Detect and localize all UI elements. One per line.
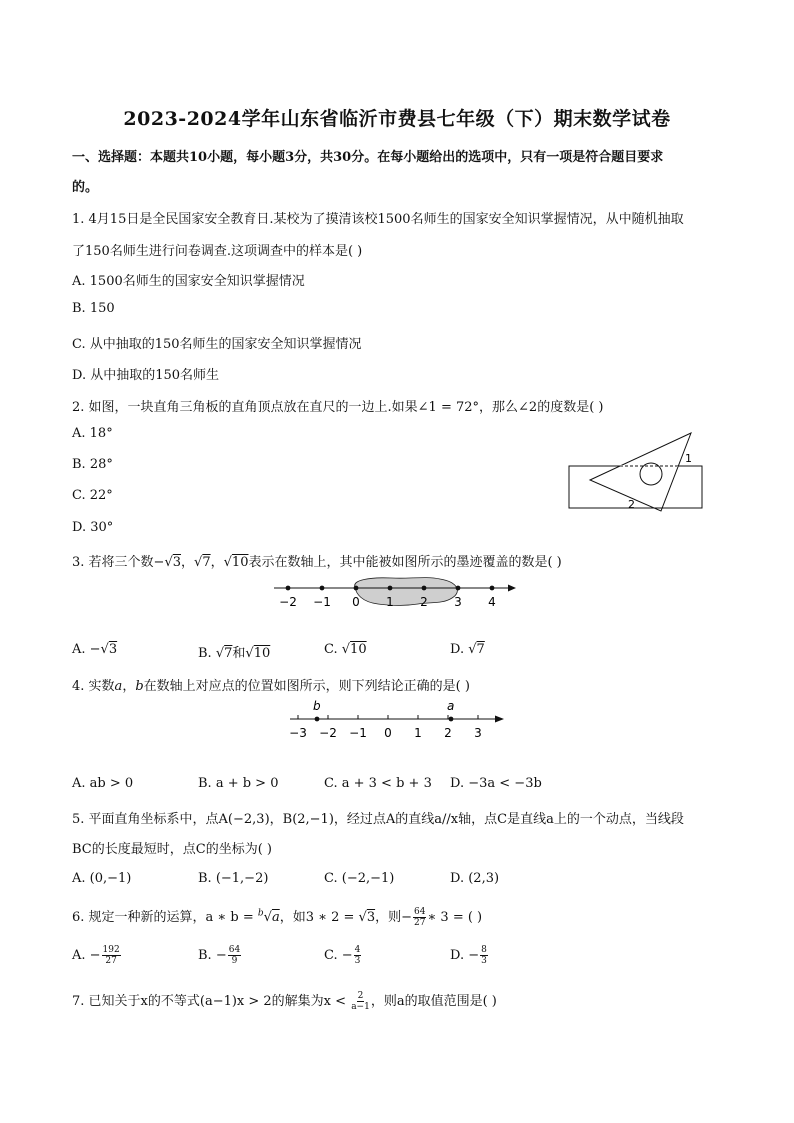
- q3-options: [72, 642, 576, 661]
- q2-option-b: B. 28°: [72, 457, 113, 472]
- sqrt-sign: √: [194, 555, 203, 570]
- q5-option-b: B. (−1,−2): [198, 871, 269, 886]
- tick-label: 3: [454, 595, 462, 609]
- tick-point: [286, 586, 291, 591]
- tick-label: −2: [319, 726, 337, 740]
- q3-option-a: A. −√3: [72, 642, 118, 657]
- tick-label: 2: [444, 726, 452, 740]
- section-heading-line2: 的。: [72, 180, 99, 195]
- tick-label: 1: [386, 595, 394, 609]
- tick-point: [388, 586, 393, 591]
- q1-option-a: A. 1500名师生的国家安全知识掌握情况: [72, 274, 305, 289]
- q1-option-d: D. 从中抽取的150名师生: [72, 368, 220, 383]
- fraction: $\frac{2}{a-1}$: [351, 991, 370, 1012]
- q2-stem: 2. 如图，一块直角三角板的直角顶点放在直尺的一边上.如果∠1 = 72°，那么∠2的度数是( ): [72, 400, 604, 415]
- tick-label: 2: [420, 595, 428, 609]
- q3-stem: 3. 若将三个数−√3，√7，√10表示在数轴上，其中能被如图所示的墨迹覆盖的数是( ): [72, 555, 562, 570]
- q6-option-d: D. − $\frac{8}{3}$: [450, 945, 487, 966]
- q6-option-a: A. − $\frac{192}{27}$: [72, 945, 120, 966]
- tick-point: [354, 586, 359, 591]
- q4-options: [72, 776, 576, 791]
- angle-1-label: 1: [685, 452, 692, 465]
- q5-stem-line1: 5. 平面直角坐标系中，点A(−2,3)，B(2,−1)，经过点A的直线a//x轴，点C是直线a上的一个动点，当线段: [72, 812, 684, 827]
- tick-label: 1: [414, 726, 422, 740]
- q4-number-line: [284, 698, 510, 744]
- q2-option-c: C. 22°: [72, 488, 113, 503]
- q3-option-d: D. √7: [450, 642, 485, 657]
- q3-number-line: [268, 574, 520, 618]
- point-a: [449, 717, 454, 722]
- tick-label: −3: [289, 726, 307, 740]
- q4-option-b: B. a + b > 0: [198, 776, 279, 791]
- tick-point: [320, 586, 325, 591]
- tick-point: [422, 586, 427, 591]
- point-b: [315, 717, 320, 722]
- tick-label: 4: [488, 595, 496, 609]
- section-heading-line1: 一、选择题：本题共10小题，每小题3分，共30分。在每小题给出的选项中，只有一项是符合题目要求: [72, 150, 664, 165]
- ruler: [569, 466, 702, 508]
- tick-label: −2: [279, 595, 297, 609]
- angle-2-label: 2: [628, 498, 635, 511]
- q5-options: [72, 871, 576, 886]
- q6-option-c: C. − $\frac{4}{3}$: [324, 945, 361, 966]
- point-a-label: a: [447, 699, 455, 713]
- q2-option-d: D. 30°: [72, 520, 114, 535]
- axis-arrow: [508, 585, 516, 592]
- q5-stem-line2: BC的长度最短时，点C的坐标为( ): [72, 842, 272, 857]
- sqrt-sign: √: [223, 555, 232, 570]
- q6-options: [72, 945, 576, 966]
- point-b-label: b: [313, 699, 321, 713]
- tick-label: 0: [384, 726, 392, 740]
- q4-option-c: C. a + 3 < b + 3: [324, 776, 432, 791]
- tick-point: [490, 586, 495, 591]
- tick-label: −1: [349, 726, 367, 740]
- tick-label: −1: [313, 595, 331, 609]
- q1-option-b: B. 150: [72, 301, 115, 316]
- q3-option-c: C. √10: [324, 642, 367, 657]
- q6-option-b: B. − $\frac{64}{9}$: [198, 945, 241, 966]
- tick-point: [456, 586, 461, 591]
- tick-label: 3: [474, 726, 482, 740]
- ink-blot: [355, 578, 458, 606]
- q2-option-a: A. 18°: [72, 426, 113, 441]
- q4-stem: 4. 实数a，b在数轴上对应点的位置如图所示，则下列结论正确的是( ): [72, 679, 470, 694]
- fraction: $\frac{64}{27}$: [414, 907, 426, 928]
- q2-ruler-triangle-figure: [560, 424, 720, 516]
- q7-stem: 7. 已知关于x的不等式(a−1)x > 2的解集为x < $\frac{2}{a-1}$ ，则a的取值范围是( ): [72, 991, 497, 1012]
- q1-stem-line1: 1. 4月15日是全民国家安全教育日.某校为了摸清该校1500名师生的国家安全知识掌握情况，从中随机抽取: [72, 212, 684, 227]
- q5-option-c: C. (−2,−1): [324, 871, 395, 886]
- q1-stem-line2: 了150名师生进行问卷调查.这项调查中的样本是( ): [72, 244, 363, 259]
- exam-title: 2023-2024学年山东省临沂市费县七年级（下）期末数学试卷: [123, 108, 671, 130]
- q3-option-b: B. √7和√10: [198, 646, 271, 661]
- tick-label: 0: [352, 595, 360, 609]
- q1-option-c: C. 从中抽取的150名师生的国家安全知识掌握情况: [72, 337, 362, 352]
- axis-arrow: [495, 716, 504, 723]
- q4-option-d: D. −3a < −3b: [450, 776, 542, 791]
- q5-option-a: A. (0,−1): [72, 871, 132, 886]
- q5-option-d: D. (2,3): [450, 871, 500, 886]
- q6-stem: 6. 规定一种新的运算，a ∗ b = $^b$√a，如3 ∗ 2 = √3，则− $\frac{64}{27}$ ∗ 3 = ( ): [72, 907, 483, 928]
- q4-option-a: A. ab > 0: [72, 776, 134, 791]
- sqrt-sign: √: [164, 555, 173, 570]
